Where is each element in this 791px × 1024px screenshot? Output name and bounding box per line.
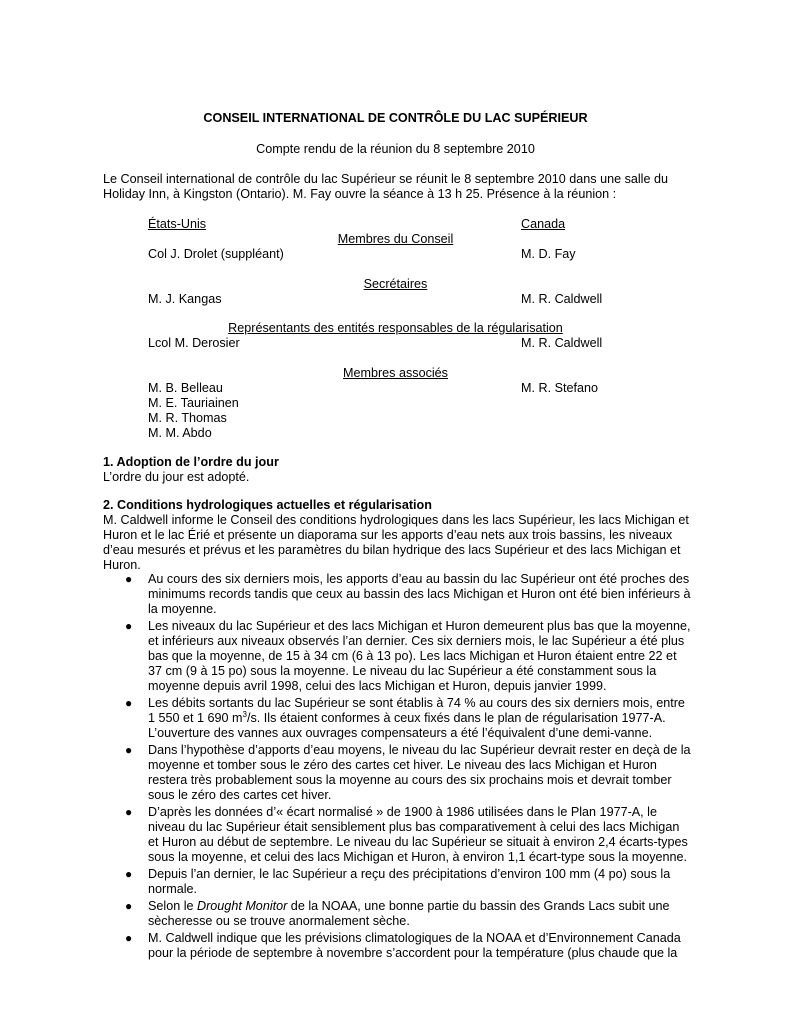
bullet-icon: ● [125,696,133,710]
bullet-line: M. Caldwell indique que les prévisions climatologiques de la NOAA et d’Environnement Canada [148,931,681,945]
list-item [103,619,713,694]
list-item [103,696,713,741]
associate-member-us: M. R. Thomas [148,411,227,425]
bullet-line: Depuis l’an dernier, le lac Supérieur a reçu des précipitations d’environ 100 mm (4 po) sous la [148,867,671,881]
secretaries-heading: Secrétaires [363,277,428,291]
intro-line: Le Conseil international de contrôle du lac Supérieur se réunit le 8 septembre 2010 dans une salle du [103,172,668,186]
document-title: CONSEIL INTERNATIONAL DE CONTRÔLE DU LAC SUPÉRIEUR [203,111,588,125]
associate-member-ca: M. R. Stefano [521,381,598,395]
bullet-icon: ● [125,931,133,945]
bullet-line: 1 550 et 1 690 $m^3/s$. Ils étaient conformes à ceux fixés dans le plan de régularisation 1977-A. [148,709,666,725]
associate-members-heading: Membres associés [343,366,448,380]
bullet-icon: ● [125,867,133,881]
bullet-line: niveau du lac Supérieur était sensiblement plus bas comparativement à celui des lacs Michigan [148,820,680,834]
regulation-reps-heading: Représentants des entités responsables de la régularisation [228,321,563,335]
document-subtitle: Compte rendu de la réunion du 8 septembre 2010 [256,142,535,156]
bullet-line: L’ouverture des vannes aux ouvrages compensateurs a été l’équivalent d’une demi-vanne. [148,726,653,740]
list-item [103,899,713,929]
bullet-icon: ● [125,805,133,819]
canada-heading: Canada [521,217,566,231]
associate-member-us: M. E. Tauriainen [148,396,239,410]
bullet-line: normale. [148,882,197,896]
list-item [103,572,713,617]
bullet-line: D’après les données d’« écart normalisé » de 1900 à 1986 utilisées dans le Plan 1977-A, le [148,805,657,819]
bullet-line: Dans l’hypothèse d’apports d’eau moyens, le niveau du lac Supérieur devrait rester en deçà de la [148,743,691,757]
bullet-line: Les débits sortants du lac Supérieur se sont établis à 74 % au cours des six derniers mois, entre [148,696,685,710]
secretary-us: M. J. Kangas [148,292,222,306]
section-1-heading: 1. Adoption de l’ordre du jour [103,455,279,469]
drought-monitor-title: Drought Monitor [197,899,288,913]
board-member-us: Col J. Drolet (suppléant) [148,247,284,261]
us-heading: États-Unis [148,217,207,231]
bullet-line: Selon le Drought Monitor de la NOAA, une bonne partie du bassin des Grands Lacs subit une [148,899,670,913]
section-2-intro-line: d’eau mesurés et prévus et les paramètres du bilan hydrique des lacs Supérieur et des lacs Michigan et [103,543,681,557]
list-item [103,931,713,961]
bullet-line: la moyenne. [148,602,217,616]
regulation-rep-us: Lcol M. Derosier [148,336,240,350]
associate-member-us: M. B. Belleau [148,381,223,395]
section-2-intro-line: M. Caldwell informe le Conseil des conditions hydrologiques dans les lacs Supérieur, les lacs Michigan et [103,513,689,527]
section-2-heading: 2. Conditions hydrologiques actuelles et régularisation [103,498,432,512]
bullet-icon: ● [125,619,133,633]
bullet-line: Au cours des six derniers mois, les apports d’eau au bassin du lac Supérieur ont été proches des [148,572,690,586]
intro-line: Holiday Inn, à Kingston (Ontario). M. Fay ouvre la séance à 13 h 25. Présence à la réunion : [103,187,617,201]
board-members-heading: Membres du Conseil [337,232,454,246]
section-2-intro-line: Huron et le lac Érié et présente un diaporama sur les apports d’eau nets aux trois bassins, les niveaux [103,528,673,542]
list-item [103,867,713,897]
conditions-bullet-list [103,572,713,963]
bullet-line: 37 cm (9 à 15 po) sous la moyenne. Le niveau du lac Supérieur a été constamment sous la [148,664,657,678]
intro-paragraph [103,172,703,202]
section-2-intro-line: Huron. [103,558,141,572]
section-1-text: L’ordre du jour est adopté. [103,470,250,484]
bullet-line: Les niveaux du lac Supérieur et des lacs Michigan et Huron demeurent plus bas que la moyenne, [148,619,691,633]
bullet-line: et Huron au début de septembre. Le niveau du lac Supérieur se situait à environ 2,4 écarts-types [148,835,688,849]
bullet-line: restera très probablement sous la moyenne au cours des six prochains mois et devrait tomber [148,773,672,787]
bullet-line: moyenne et tomber sous le zéro des cartes cet hiver. Le niveau des lacs Michigan et Huron [148,758,657,772]
bullet-line: minimums records tandis que ceux au bassin des lacs Michigan et Huron ont été bien inférieurs à [148,587,691,601]
bullet-line: sous la moyenne, et celui des lacs Michigan et Huron, à environ 1,1 écart-type sous la moyenne. [148,850,688,864]
regulation-rep-ca: M. R. Caldwell [521,336,603,350]
list-item [103,743,713,803]
bullet-line: sècheresse ou se trouve anormalement sèche. [148,914,410,928]
bullet-line: moyenne depuis avril 1998, celui des lacs Michigan et Huron, depuis janvier 1999. [148,679,607,693]
section-2-intro [103,513,723,573]
bullet-icon: ● [125,899,133,913]
bullet-line: sous le zéro des cartes cet hiver. [148,788,332,802]
bullet-icon: ● [125,743,133,757]
list-item [103,805,713,865]
bullet-line: pour la période de septembre à novembre s’accordent pour la température (plus chaude que la [148,946,678,960]
secretary-ca: M. R. Caldwell [521,292,603,306]
bullet-line: bas que la moyenne, de 15 à 34 cm (6 à 13 po). Les lacs Michigan et Huron étaient entre 22 et [148,649,677,663]
bullet-line: et inférieurs aux niveaux observés l’an dernier. Ces six derniers mois, le lac Supérieur a été plus [148,634,685,648]
board-member-ca: M. D. Fay [521,247,576,261]
bullet-icon: ● [125,572,133,586]
associate-member-us: M. M. Abdo [148,426,212,440]
